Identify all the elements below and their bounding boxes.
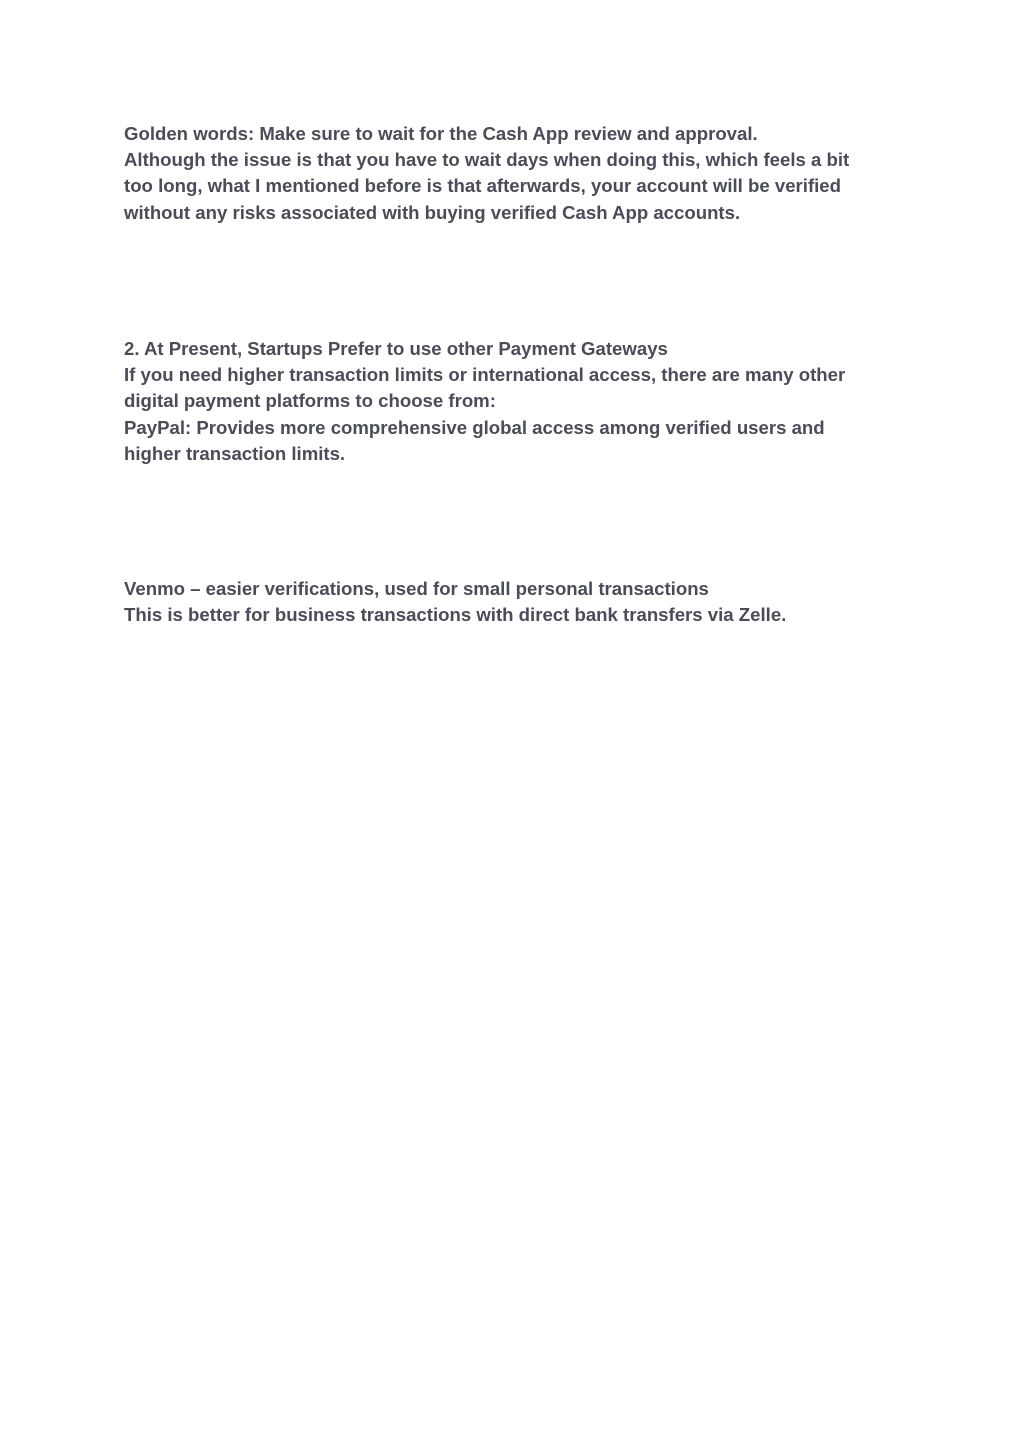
text-line: Venmo – easier verifications, used for small personal transactions — [124, 578, 709, 599]
text-line: Although the issue is that you have to wait days when doing this, which feels a bit — [124, 149, 850, 171]
text-line: Golden words: Make sure to wait for the Cash App review and approval. — [124, 123, 758, 144]
paragraph-payment-gateways — [124, 336, 924, 467]
text-line: higher transaction limits. — [124, 442, 346, 464]
text-line: digital payment platforms to choose from: — [124, 390, 496, 412]
text-line: If you need higher transaction limits or international access, there are many other — [124, 364, 846, 386]
text-line: This is better for business transactions with direct bank transfers via Zelle. — [124, 604, 787, 626]
text-line: too long, what I mentioned before is that afterwards, your account will be verified — [124, 175, 841, 197]
paragraph-golden-words — [124, 121, 924, 226]
paragraph-venmo-zelle — [124, 576, 924, 628]
text-line: without any risks associated with buying verified Cash App accounts. — [124, 201, 741, 223]
section-heading: 2. At Present, Startups Prefer to use other Payment Gateways — [124, 338, 668, 359]
text-line: PayPal: Provides more comprehensive global access among verified users and — [124, 416, 825, 438]
